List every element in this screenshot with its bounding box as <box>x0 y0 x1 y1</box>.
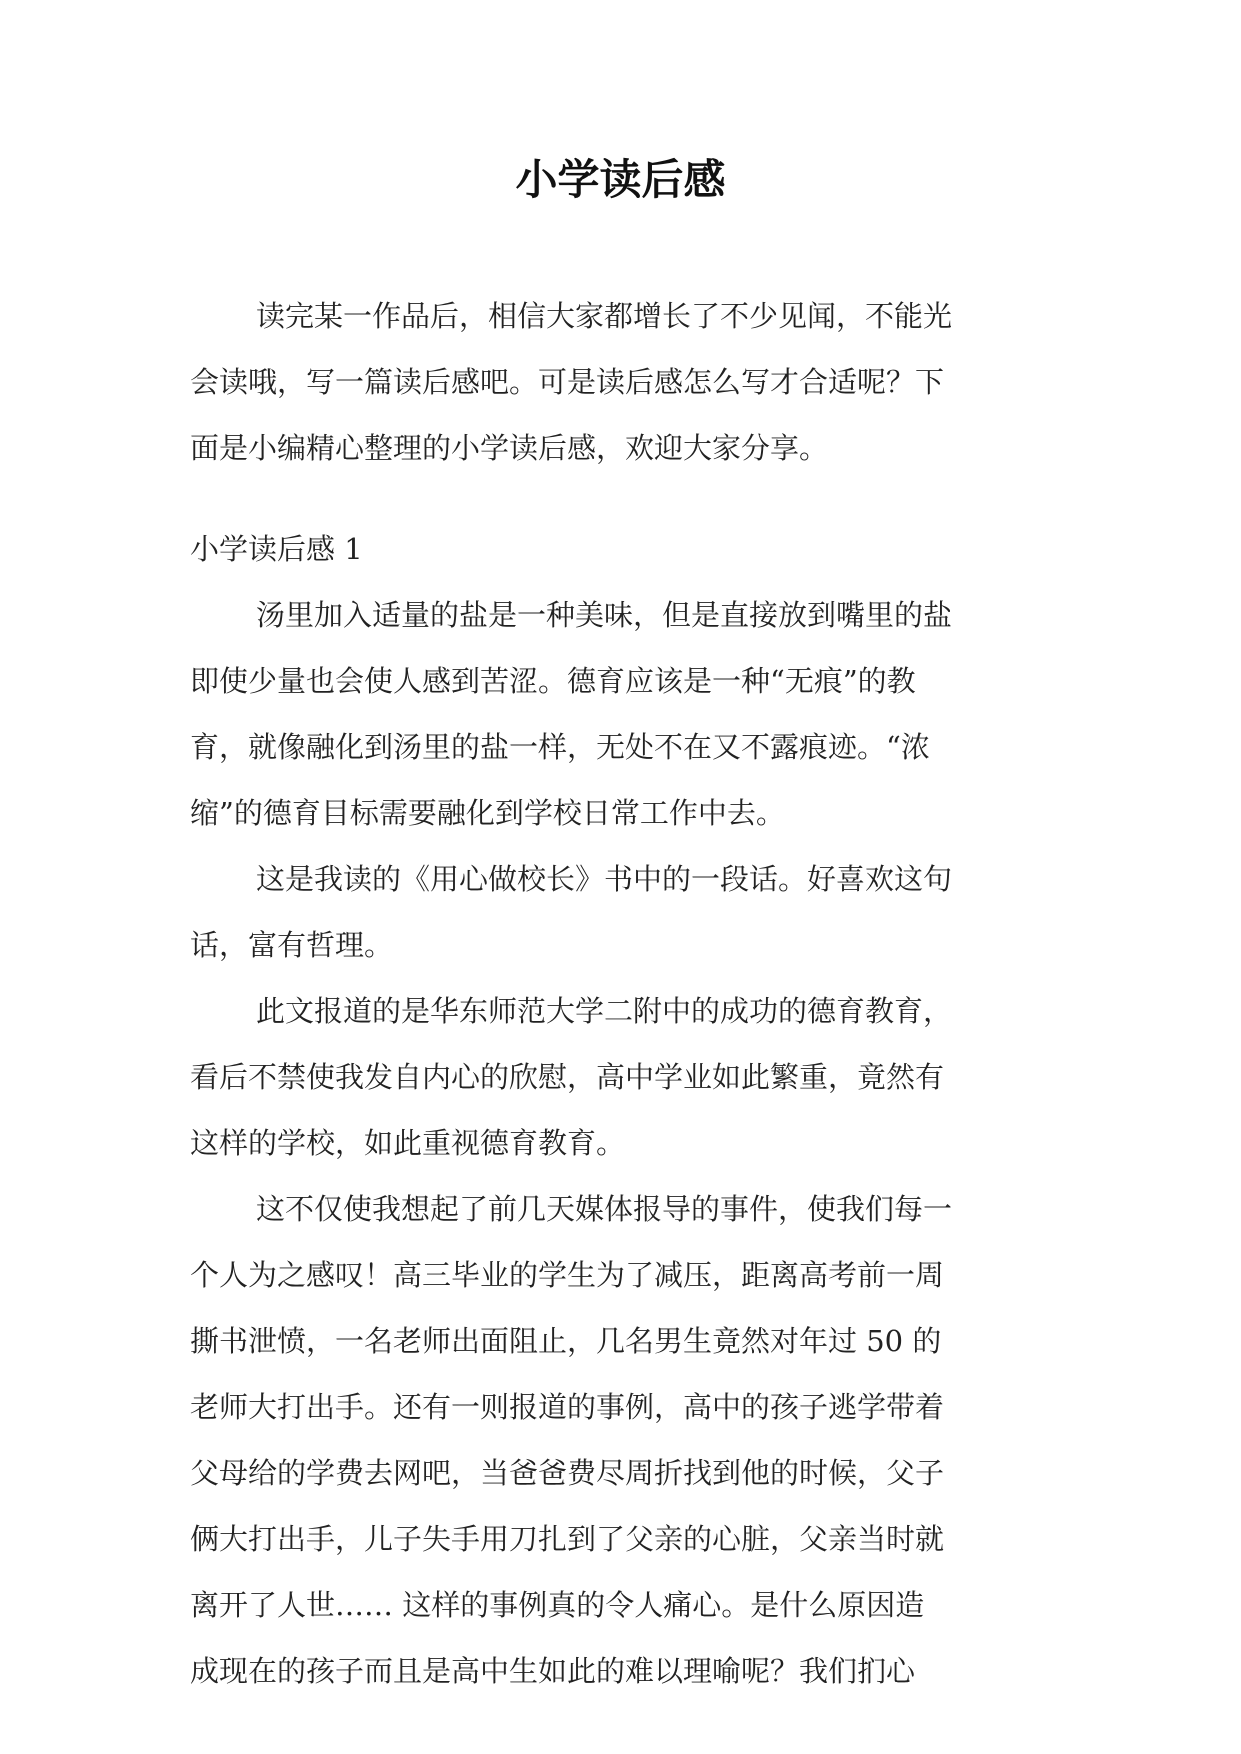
paragraph <box>190 846 1058 978</box>
paragraph <box>190 978 1058 1176</box>
essay-section <box>190 516 1058 1704</box>
text-line: 父母给的学费去网吧，当爸爸费尽周折找到他的时候，父子 <box>190 1456 945 1490</box>
text-line: 这是我读的《用心做校长》书中的一段话。好喜欢这句 <box>256 862 953 896</box>
text-line: 面是小编精心整理的小学读后感，欢迎大家分享。 <box>190 431 829 465</box>
text-line: 话，富有哲理。 <box>190 928 394 962</box>
paragraph <box>190 582 1058 846</box>
text-line: 读完某一作品后，相信大家都增长了不少见闻，不能光 <box>256 299 953 333</box>
paragraph <box>190 1176 1058 1704</box>
text-line: 缩”的德育目标需要融化到学校日常工作中去。 <box>190 796 785 830</box>
intro-paragraph <box>190 283 1058 481</box>
section-heading: 小学读后感 1 <box>190 532 363 566</box>
text-line: 这样的学校，如此重视德育教育。 <box>190 1126 626 1160</box>
text-line: 俩大打出手，儿子失手用刀扎到了父亲的心脏，父亲当时就 <box>190 1522 945 1556</box>
text-line: 这不仅使我想起了前几天媒体报导的事件，使我们每一 <box>256 1192 953 1226</box>
text-line: 撕书泄愤，一名老师出面阻止，几名男生竟然对年过 50 的 <box>190 1324 942 1358</box>
text-line: 此文报道的是华东师范大学二附中的成功的德育教育， <box>256 994 953 1028</box>
text-line: 个人为之感叹！高三毕业的学生为了减压，距离高考前一周 <box>190 1258 945 1292</box>
text-line: 会读哦，写一篇读后感吧。可是读后感怎么写才合适呢？下 <box>190 365 945 399</box>
text-line: 离开了人世…… 这样的事例真的令人痛心。是什么原因造 <box>190 1588 925 1622</box>
text-line: 育，就像融化到汤里的盐一样，无处不在又不露痕迹。“浓 <box>190 730 930 764</box>
text-line: 成现在的孩子而且是高中生如此的难以理喻呢？我们扪心 <box>190 1654 916 1688</box>
document-title: 小学读后感 <box>515 155 726 204</box>
text-line: 老师大打出手。还有一则报道的事例，高中的孩子逃学带着 <box>190 1390 945 1424</box>
text-line: 看后不禁使我发自内心的欣慰，高中学业如此繁重，竟然有 <box>190 1060 945 1094</box>
text-line: 即使少量也会使人感到苦涩。德育应该是一种“无痕”的教 <box>190 664 916 698</box>
text-line: 汤里加入适量的盐是一种美味，但是直接放到嘴里的盐 <box>256 598 953 632</box>
